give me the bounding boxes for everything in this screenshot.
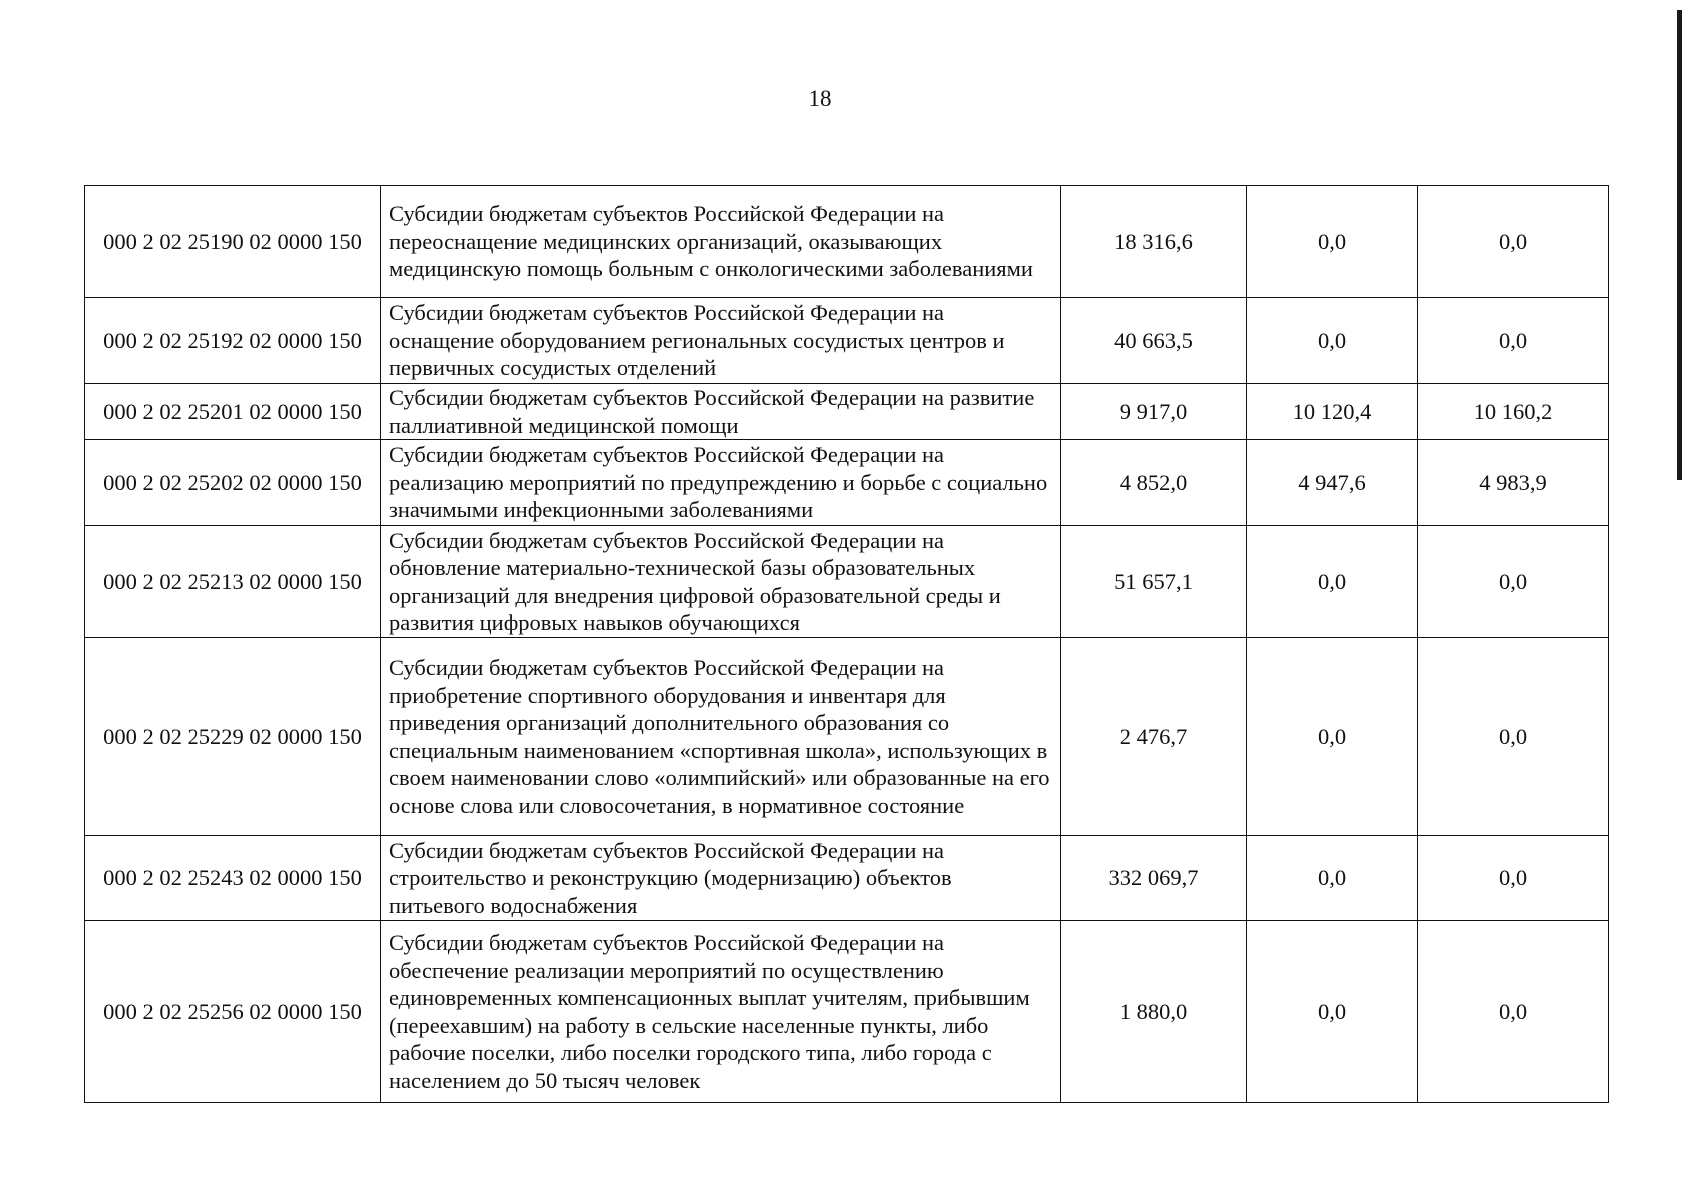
- description-cell: Субсидии бюджетам субъектов Российской Федерации на приобретение спортивного оборудования и инвентаря для приведения организаций дополнительного образования со специальным наименованием «спортивная школа», использующих в своем наименовании слово «олимпийский» или образованные на его основе слова или словосочетания, в нормативное состояние: [381, 638, 1061, 836]
- budget-code-cell: 000 2 02 25190 02 0000 150: [85, 186, 381, 298]
- amount-year1-cell: 332 069,7: [1061, 836, 1247, 921]
- budget-code-cell: 000 2 02 25243 02 0000 150: [85, 836, 381, 921]
- table-row: [85, 186, 1609, 298]
- amount-year1-cell: 40 663,5: [1061, 298, 1247, 384]
- amount-year3-cell: 0,0: [1418, 526, 1609, 638]
- table-row: [85, 384, 1609, 440]
- budget-code-cell: 000 2 02 25256 02 0000 150: [85, 921, 381, 1103]
- budget-code-cell: 000 2 02 25202 02 0000 150: [85, 440, 381, 526]
- description-cell: Субсидии бюджетам субъектов Российской Федерации на оснащение оборудованием региональных сосудистых центров и первичных сосудистых отделений: [381, 298, 1061, 384]
- budget-code-cell: 000 2 02 25192 02 0000 150: [85, 298, 381, 384]
- description-cell: Субсидии бюджетам субъектов Российской Федерации на обновление материально-технической базы образовательных организаций для внедрения цифровой образовательной среды и развития цифровых навыков обучающихся: [381, 526, 1061, 638]
- description-cell: Субсидии бюджетам субъектов Российской Федерации на переоснащение медицинских организаций, оказывающих медицинскую помощь больным с онкологическими заболеваниями: [381, 186, 1061, 298]
- table-row: [85, 298, 1609, 384]
- amount-year1-cell: 18 316,6: [1061, 186, 1247, 298]
- amount-year2-cell: 0,0: [1247, 186, 1418, 298]
- table-row: [85, 526, 1609, 638]
- table-row: [85, 836, 1609, 921]
- page-number: 18: [808, 86, 832, 111]
- amount-year1-cell: 2 476,7: [1061, 638, 1247, 836]
- description-cell: Субсидии бюджетам субъектов Российской Федерации на строительство и реконструкцию (модернизацию) объектов питьевого водоснабжения: [381, 836, 1061, 921]
- description-cell: Субсидии бюджетам субъектов Российской Федерации на реализацию мероприятий по предупреждению и борьбе с социально значимыми инфекционными заболеваниями: [381, 440, 1061, 526]
- amount-year2-cell: 0,0: [1247, 921, 1418, 1103]
- amount-year1-cell: 4 852,0: [1061, 440, 1247, 526]
- amount-year1-cell: 1 880,0: [1061, 921, 1247, 1103]
- description-cell: Субсидии бюджетам субъектов Российской Федерации на развитие паллиативной медицинской помощи: [381, 384, 1061, 440]
- amount-year2-cell: 0,0: [1247, 836, 1418, 921]
- table-row: [85, 638, 1609, 836]
- amount-year2-cell: 4 947,6: [1247, 440, 1418, 526]
- amount-year2-cell: 0,0: [1247, 526, 1418, 638]
- amount-year2-cell: 0,0: [1247, 638, 1418, 836]
- budget-code-cell: 000 2 02 25201 02 0000 150: [85, 384, 381, 440]
- budget-revenue-table: [84, 185, 1609, 1103]
- amount-year1-cell: 9 917,0: [1061, 384, 1247, 440]
- table-row: [85, 921, 1609, 1103]
- budget-code-cell: 000 2 02 25229 02 0000 150: [85, 638, 381, 836]
- amount-year3-cell: 10 160,2: [1418, 384, 1609, 440]
- amount-year3-cell: 0,0: [1418, 298, 1609, 384]
- amount-year3-cell: 0,0: [1418, 836, 1609, 921]
- amount-year2-cell: 10 120,4: [1247, 384, 1418, 440]
- amount-year1-cell: 51 657,1: [1061, 526, 1247, 638]
- amount-year2-cell: 0,0: [1247, 298, 1418, 384]
- amount-year3-cell: 4 983,9: [1418, 440, 1609, 526]
- scan-edge-mark: [1677, 10, 1682, 480]
- amount-year3-cell: 0,0: [1418, 921, 1609, 1103]
- amount-year3-cell: 0,0: [1418, 638, 1609, 836]
- description-cell: Субсидии бюджетам субъектов Российской Федерации на обеспечение реализации мероприятий по осуществлению единовременных компенсационных выплат учителям, прибывшим (переехавшим) на работу в сельские населенные пункты, либо рабочие поселки, либо поселки городского типа, либо города с населением до 50 тысяч человек: [381, 921, 1061, 1103]
- amount-year3-cell: 0,0: [1418, 186, 1609, 298]
- budget-code-cell: 000 2 02 25213 02 0000 150: [85, 526, 381, 638]
- table-row: [85, 440, 1609, 526]
